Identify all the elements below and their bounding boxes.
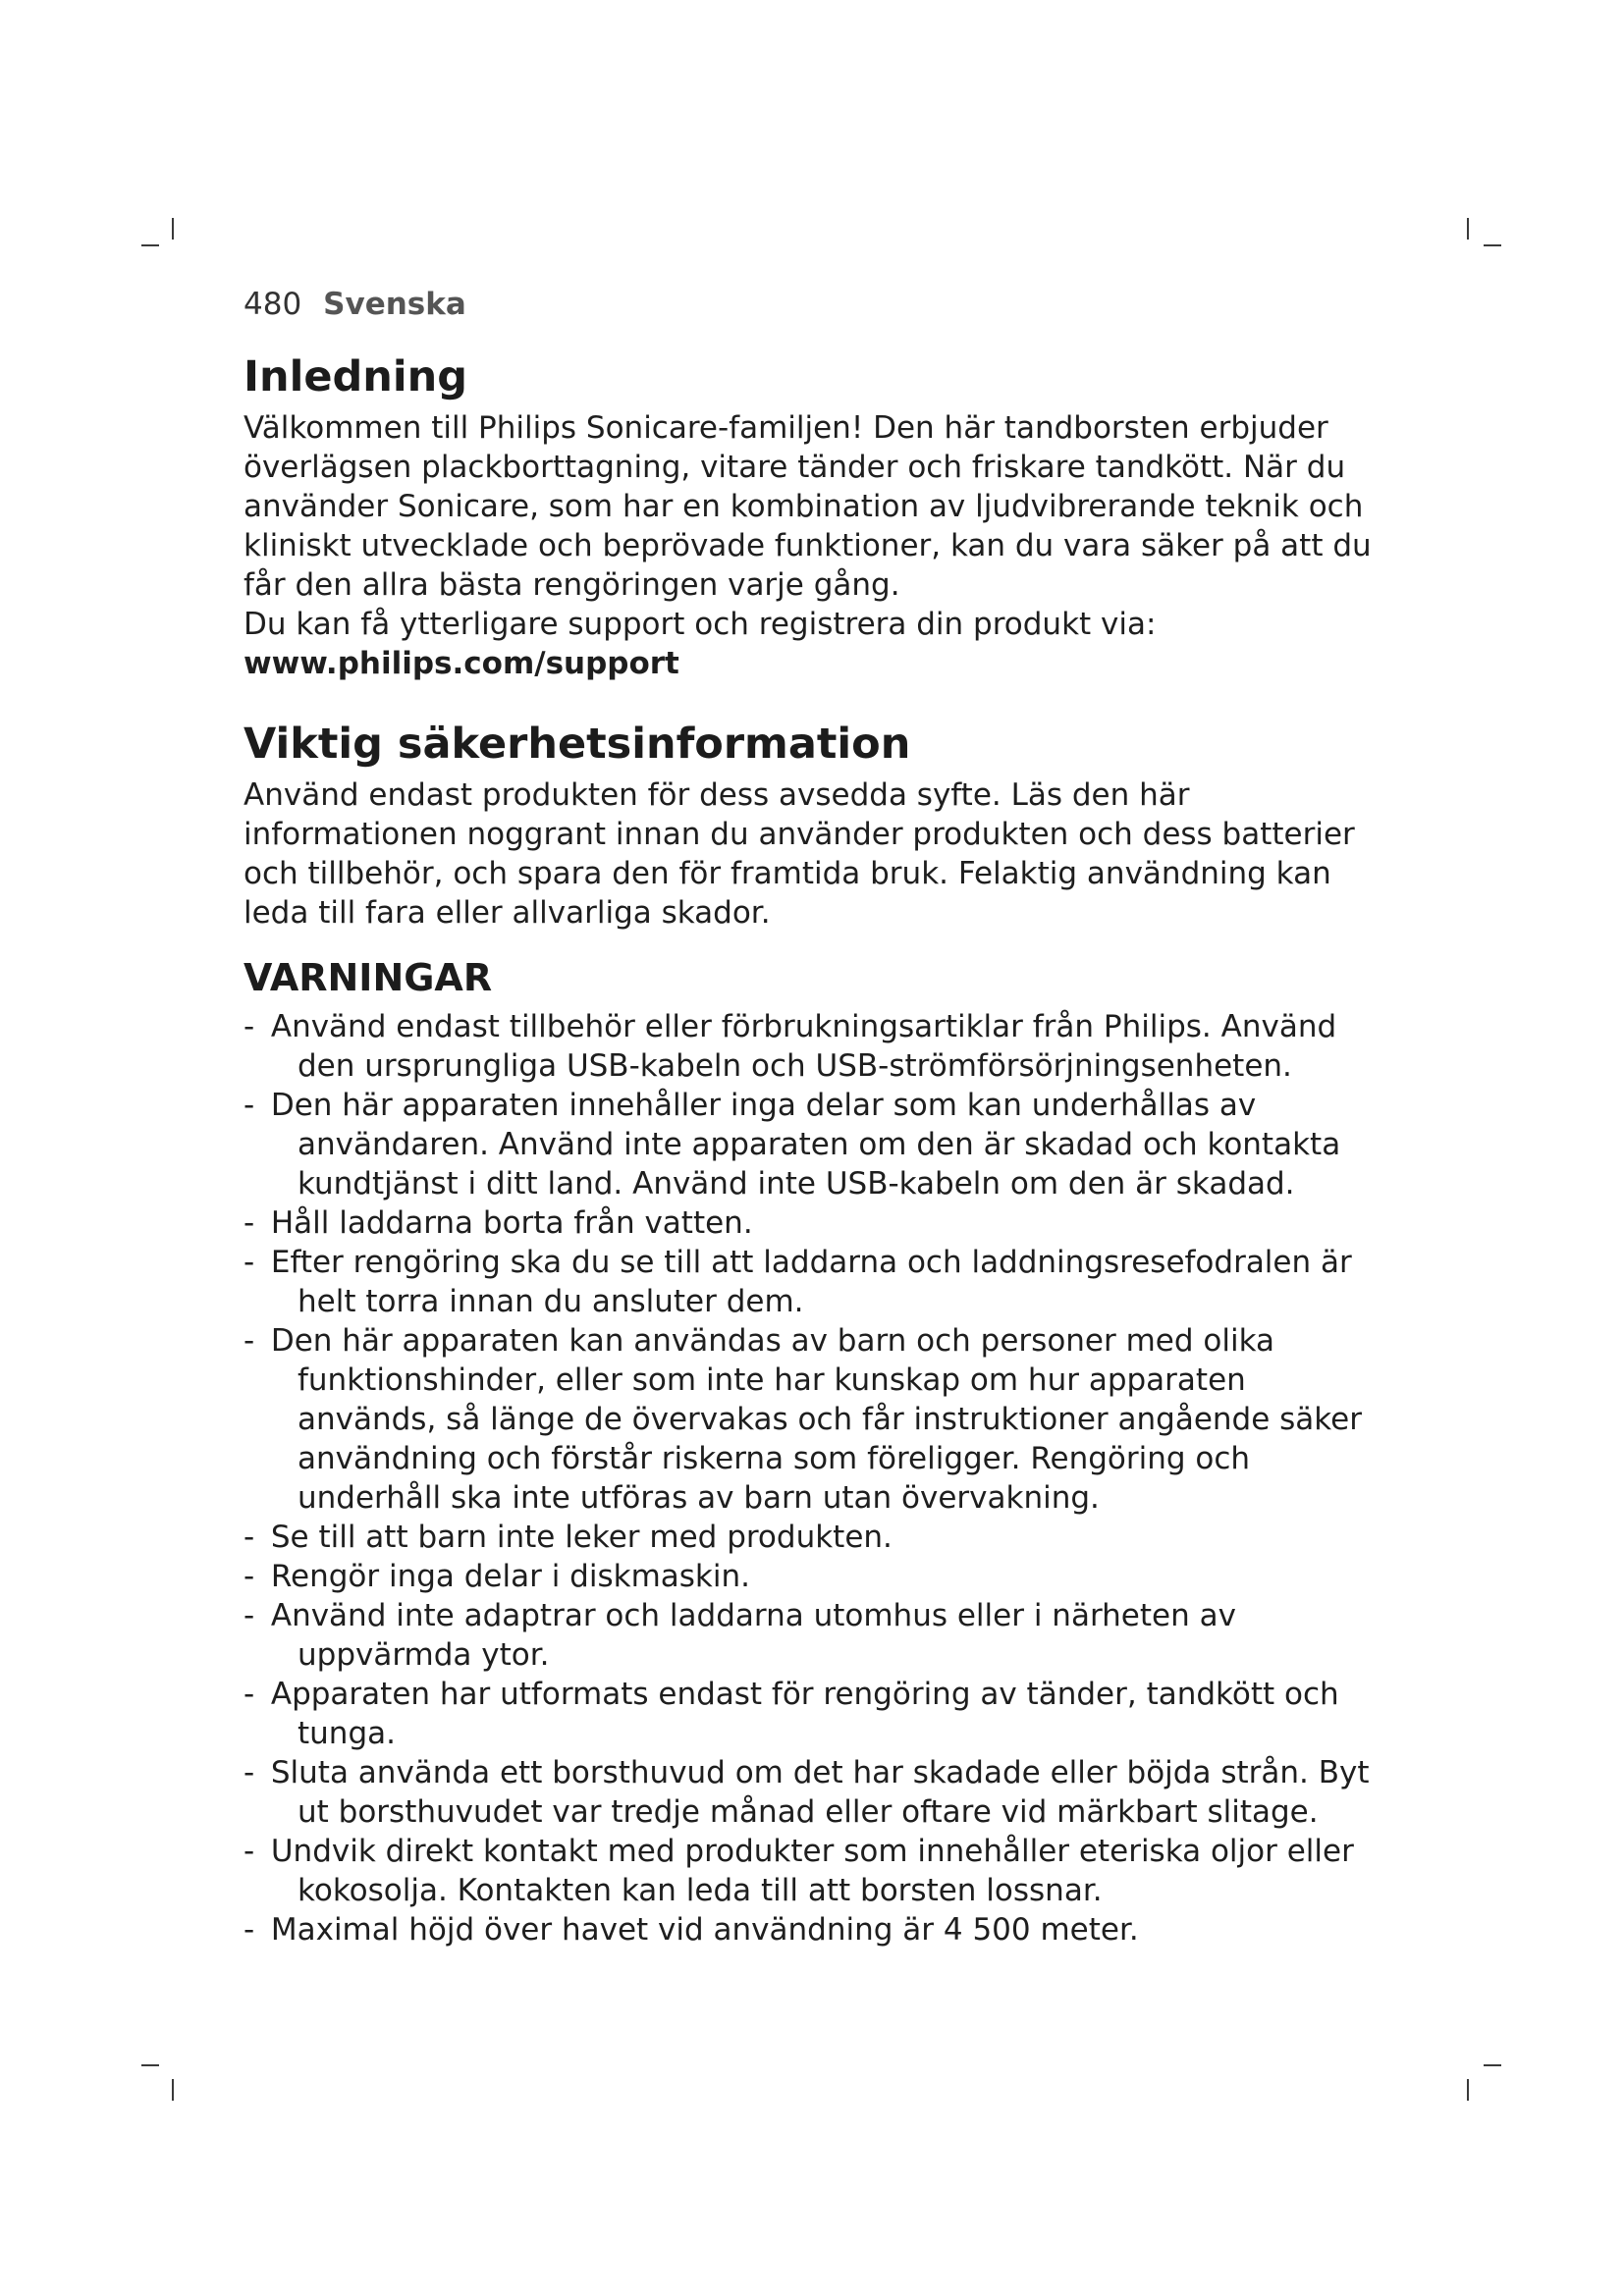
crop-mark-bottom-right-h (1484, 2064, 1501, 2066)
warning-text: Sluta använda ett borsthuvud om det har skadade eller böjda strån. Byt ut borsthuvudet var tredje månad eller oftare vid märkbart slitage. (270, 1755, 1370, 1830)
safety-heading: Viktig säkerhetsinformation (244, 720, 911, 769)
bullet-dash: - (244, 1598, 255, 1633)
warning-item (244, 1557, 1392, 1596)
warning-item (244, 1910, 1392, 1949)
bullet-dash: - (244, 1009, 255, 1044)
warning-item (244, 1753, 1392, 1832)
warning-text: Använd endast tillbehör eller förbrukningsartiklar från Philips. Använd den ursprungliga USB-kabeln och USB-strömförsörjningsenheten. (270, 1009, 1337, 1084)
warning-text: Rengör inga delar i diskmaskin. (270, 1559, 750, 1594)
warning-text: Se till att barn inte leker med produkten. (270, 1520, 893, 1555)
warnings-list (244, 1007, 1392, 1949)
bullet-dash: - (244, 1323, 255, 1359)
warning-item (244, 1086, 1392, 1203)
crop-mark-top-right-h (1484, 244, 1501, 246)
crop-mark-bottom-right-v (1467, 2079, 1469, 2101)
warning-item (244, 1243, 1392, 1321)
support-paragraph: Du kan få ytterligare support och registrera din produkt via: (244, 607, 1157, 642)
bullet-dash: - (244, 1677, 255, 1712)
warning-text: Undvik direkt kontakt med produkter som innehåller eteriska oljor eller kokosolja. Kontakten kan leda till att borsten lossnar. (270, 1834, 1354, 1908)
warning-text: Den här apparaten kan användas av barn och personer med olika funktionshinder, eller som inte har kunskap om hur apparaten används, så länge de övervakas och får instruktioner angående säker användning och förstår riskerna som föreligger. Rengöring och underhåll ska inte utföras av barn utan övervakning. (270, 1323, 1362, 1516)
warning-item (244, 1832, 1392, 1910)
page-content (244, 285, 1392, 1949)
intro-heading: Inledning (244, 352, 468, 401)
bullet-dash: - (244, 1559, 255, 1594)
bullet-dash: - (244, 1520, 255, 1555)
warning-item (244, 1675, 1392, 1753)
language-label: Svenska (323, 287, 466, 322)
bullet-dash: - (244, 1205, 255, 1241)
warning-text: Den här apparaten innehåller inga delar som kan underhållas av användaren. Använd inte apparaten om den är skadad och kontakta kundtjänst i ditt land. Använd inte USB-kabeln om den är skadad. (270, 1088, 1341, 1201)
warning-text: Maximal höjd över havet vid användning är 4 500 meter. (270, 1912, 1139, 1948)
bullet-dash: - (244, 1755, 255, 1790)
warnings-heading: VARNINGAR (244, 956, 493, 999)
support-link[interactable]: www.philips.com/support (244, 646, 679, 681)
crop-mark-top-left-h (141, 244, 159, 246)
warning-text: Använd inte adaptrar och laddarna utomhus eller i närheten av uppvärmda ytor. (270, 1598, 1236, 1673)
bullet-dash: - (244, 1088, 255, 1123)
warning-item (244, 1007, 1392, 1086)
bullet-dash: - (244, 1912, 255, 1948)
bullet-dash: - (244, 1245, 255, 1280)
warning-item (244, 1518, 1392, 1557)
warning-text: Efter rengöring ska du se till att laddarna och laddningsresefodralen är helt torra innan du ansluter dem. (270, 1245, 1352, 1319)
warning-item (244, 1321, 1392, 1518)
intro-paragraph: Välkommen till Philips Sonicare-familjen! Den här tandborsten erbjuder överlägsen plackborttagning, vitare tänder och friskare tandkött. När du använder Sonicare, som har en kombination av ljudvibrerande teknik och kliniskt utvecklade och beprövade funktioner, kan du vara säker på att du får den allra bästa rengöringen varje gång. (244, 410, 1372, 603)
crop-mark-bottom-left-v (172, 2079, 174, 2101)
crop-mark-top-left-v (172, 218, 174, 240)
page-number: 480 (244, 287, 302, 322)
warning-item (244, 1596, 1392, 1675)
warning-text: Apparaten har utformats endast för rengöring av tänder, tandkött och tunga. (270, 1677, 1339, 1751)
warning-item (244, 1203, 1392, 1243)
warning-text: Håll laddarna borta från vatten. (270, 1205, 753, 1241)
crop-mark-bottom-left-h (141, 2064, 159, 2066)
running-header (244, 285, 1392, 324)
bullet-dash: - (244, 1834, 255, 1869)
safety-paragraph: Använd endast produkten för dess avsedda syfte. Läs den här informationen noggrant innan du använder produkten och dess batterier och tillbehör, och spara den för framtida bruk. Felaktig användning kan leda till fara eller allvarliga skador. (244, 777, 1355, 931)
crop-mark-top-right-v (1467, 218, 1469, 240)
